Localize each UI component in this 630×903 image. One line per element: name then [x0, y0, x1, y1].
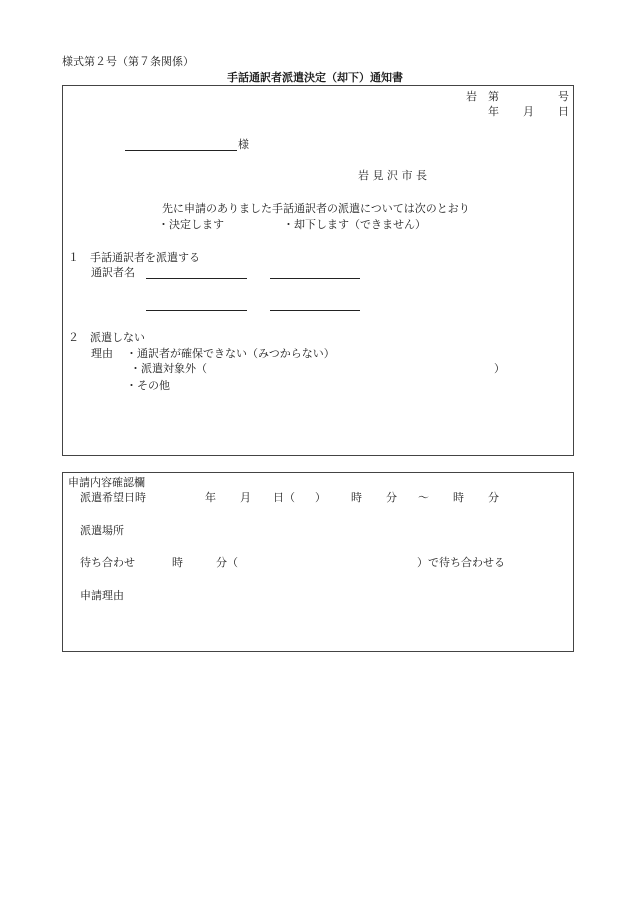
meeting-minute: 分（: [216, 556, 238, 569]
desired-day: 日（: [273, 491, 295, 504]
date-day: 日: [558, 105, 569, 118]
notice-message: 先に申請のありました手話通訳者の派遣については次のとおり: [162, 202, 470, 215]
application-reason-label: 申請理由: [80, 589, 124, 602]
option-decide: ・決定します: [158, 218, 224, 231]
page-title: 手話通訳者派遣決定（却下）通知書: [227, 71, 403, 84]
desired-tilde: ～: [418, 491, 429, 504]
desired-hour: 時: [351, 491, 362, 504]
interpreter-line-1: [146, 278, 247, 279]
meeting-suffix: ）で待ち合わせる: [417, 556, 505, 569]
desired-paren-close: ）: [315, 491, 326, 504]
desired-minute: 分: [386, 491, 397, 504]
desired-month: 月: [240, 491, 251, 504]
number-dai: 第: [488, 90, 499, 103]
option-reject: ・却下します（できません）: [283, 218, 426, 231]
issuer: 岩 見 沢 市 長: [358, 169, 427, 182]
desired-minute-2: 分: [488, 491, 499, 504]
meeting-label: 待ち合わせ: [80, 556, 135, 569]
date-month: 月: [523, 105, 534, 118]
number-prefix: 岩: [466, 90, 477, 103]
section2-title: ２ 派遣しない: [68, 331, 145, 344]
reason-label: 理由: [91, 347, 113, 360]
addressee-line: [125, 150, 237, 151]
reason-2-close: ）: [494, 362, 505, 375]
date-year: 年: [488, 105, 499, 118]
interpreter-label: 通訳者名: [91, 266, 135, 279]
place-label: 派遣場所: [80, 524, 124, 537]
interpreter-line-4: [270, 310, 360, 311]
interpreter-line-3: [146, 310, 247, 311]
form-label: 様式第２号（第７条関係）: [62, 55, 194, 68]
addressee-suffix: 様: [238, 138, 249, 151]
reason-3: ・その他: [126, 379, 170, 392]
reason-2: ・派遣対象外（: [130, 362, 207, 375]
meeting-hour: 時: [172, 556, 183, 569]
interpreter-line-2: [270, 278, 360, 279]
notice-box: [62, 85, 574, 456]
confirmation-title: 申請内容確認欄: [68, 476, 145, 489]
number-go: 号: [558, 90, 569, 103]
desired-hour-2: 時: [453, 491, 464, 504]
desired-year: 年: [205, 491, 216, 504]
desired-datetime-label: 派遣希望日時: [80, 491, 146, 504]
section1-title: １ 手話通訳者を派遣する: [68, 251, 200, 264]
reason-1: ・通訳者が確保できない（みつからない）: [126, 347, 335, 360]
